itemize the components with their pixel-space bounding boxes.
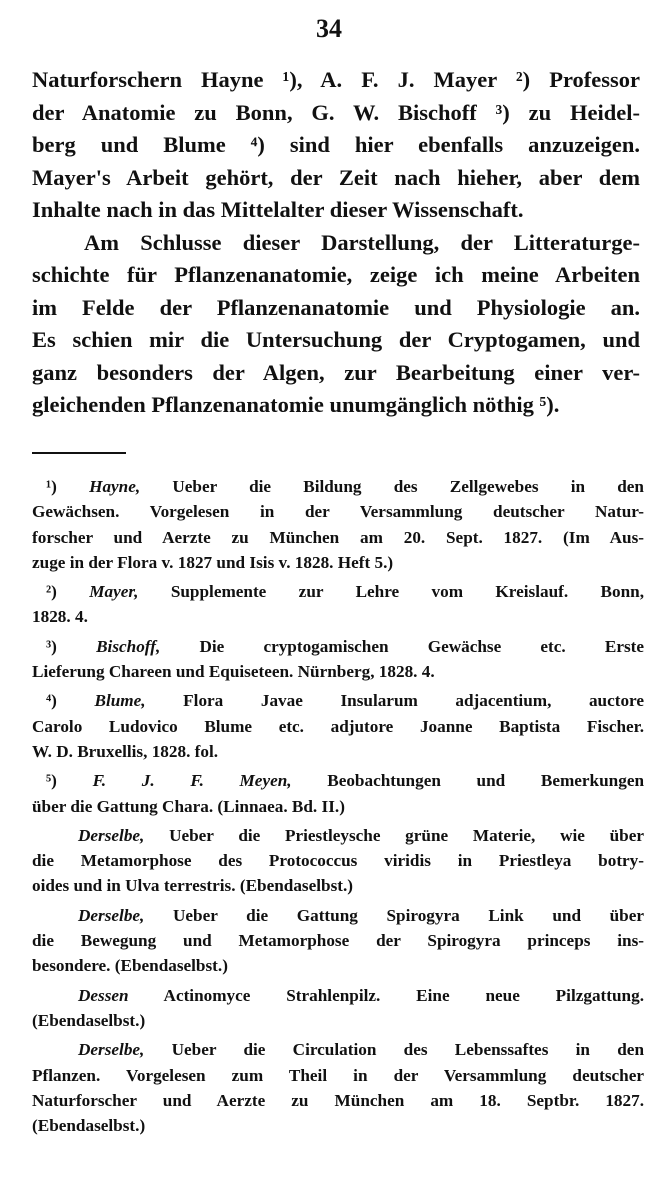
footnote-line: 1828. 4.: [32, 607, 88, 627]
footnote-text: Ueber die Bildung des Zellgewebes in den: [172, 477, 644, 496]
footnote: [32, 768, 644, 819]
footnote-marker: ⁴): [46, 691, 57, 711]
text-line: Mayer's Arbeit gehört, der Zeit nach hieher, aber dem: [32, 164, 640, 190]
footnote-line: (Ebendaselbst.): [32, 1010, 146, 1030]
footnote: [32, 983, 644, 1034]
footnote-text: Ueber die Priestleysche grüne Materie, wie über: [169, 825, 644, 845]
footnote-line: Carolo Ludovico Blume etc. adjutore Joanne Baptista Fischer.: [32, 716, 644, 736]
footnote-author: Blume,: [94, 691, 146, 711]
footnote: [32, 688, 644, 764]
footnote-first-line: [32, 634, 644, 659]
footnote-line: Lieferung Chareen und Equiseteen. Nürnberg, 1828. 4.: [32, 662, 435, 682]
footnote-first-line: [32, 1037, 644, 1062]
paragraph: [32, 64, 640, 227]
footnote-author: Mayer,: [89, 582, 139, 602]
footnote-line: besondere. (Ebendaselbst.): [32, 956, 228, 976]
footnotes: [32, 474, 644, 1142]
footnote-marker: ¹): [46, 477, 57, 496]
footnote-line: die Bewegung und Metamorphose der Spirogyra princeps ins-: [32, 931, 644, 951]
footnote-text: Actinomyce Strahlenpilz. Eine neue Pilzgattung.: [163, 985, 645, 1005]
footnote-line: zuge in der Flora v. 1827 und Isis v. 1828. Heft 5.): [32, 552, 394, 572]
footnote-line: forscher und Aerzte zu München am 20. Sept. 1827. (Im Aus-: [32, 527, 644, 547]
footnote-line: Gewächsen. Vorgelesen in der Versammlung deutscher Natur-: [32, 502, 644, 522]
text-line: Am Schlusse dieser Darstellung, der Litteraturge-: [84, 229, 640, 255]
text-line: ganz besonders der Algen, zur Bearbeitung einer ver-: [32, 359, 640, 385]
text-line: Es schien mir die Untersuchung der Cryptogamen, und: [32, 327, 640, 352]
footnote-author: Hayne,: [89, 477, 141, 496]
text-line: Inhalte nach in das Mittelalter dieser Wissenschaft.: [32, 197, 524, 222]
footnote-first-line: [32, 579, 644, 604]
footnote-first-line: [32, 474, 644, 499]
footnote: [32, 903, 644, 979]
footnote-author: Dessen: [78, 985, 129, 1005]
footnote-text: Ueber die Circulation des Lebenssaftes in den: [171, 1040, 644, 1060]
footnote: [32, 1037, 644, 1138]
footnote-author: Derselbe,: [78, 825, 145, 845]
page-number: 34: [316, 14, 342, 43]
footnote-text: Die cryptogamischen Gewächse etc. Erste: [199, 636, 645, 656]
text-line: schichte für Pflanzenanatomie, zeige ich meine Arbeiten: [32, 262, 640, 287]
text-line: gleichenden Pflanzenanatomie unumgänglich nöthig ⁵).: [32, 392, 560, 417]
footnote-first-line: [32, 823, 644, 848]
footnote-first-line: [32, 768, 644, 793]
footnote-line: Pflanzen. Vorgelesen zum Theil in der Versammlung deutscher: [32, 1065, 644, 1085]
footnote-marker: ²): [46, 582, 57, 602]
footnote: [32, 634, 644, 685]
text-line: Naturforschern Hayne ¹), A. F. J. Mayer ²) Professor: [32, 67, 640, 92]
footnote-author: Derselbe,: [78, 905, 145, 925]
footnote-text: Ueber die Gattung Spirogyra Link und über: [172, 905, 645, 925]
footnote-first-line: [32, 983, 644, 1008]
footnote: [32, 474, 644, 575]
footnote-first-line: [32, 688, 644, 713]
footnote-author: Derselbe,: [78, 1040, 145, 1060]
text-line: berg und Blume ⁴) sind hier ebenfalls anzuzeigen.: [32, 132, 640, 157]
footnote-text: Flora Javae Insularum adjacentium, auctore: [183, 691, 645, 711]
footnote-author: Bischoff,: [96, 636, 161, 656]
footnote-line: über die Gattung Chara. (Linnaea. Bd. II.): [32, 796, 345, 816]
footnote-line: die Metamorphose des Protococcus viridis in Priestleya botry-: [32, 851, 644, 871]
text-line: der Anatomie zu Bonn, G. W. Bischoff ³) zu Heidel-: [32, 99, 640, 125]
main-text: [32, 64, 640, 422]
footnote: [32, 579, 644, 630]
footnote-marker: ³): [46, 636, 57, 656]
footnote-author: F. J. F. Meyen,: [92, 771, 292, 791]
paragraph: [32, 227, 640, 422]
footnote-marker: ⁵): [46, 771, 57, 791]
footnote-line: oides und in Ulva terrestris. (Ebendaselbst.): [32, 876, 354, 896]
footnote-line: W. D. Bruxellis, 1828. fol.: [32, 741, 219, 761]
footnote-first-line: [32, 903, 644, 928]
footnote: [32, 823, 644, 899]
footnote-text: Supplemente zur Lehre vom Kreislauf. Bonn,: [170, 582, 644, 602]
footnote-text: Beobachtungen und Bemerkungen: [327, 771, 645, 791]
text-line: im Felde der Pflanzenanatomie und Physiologie an.: [32, 294, 640, 320]
footnote-line: Naturforscher und Aerzte zu München am 18. Septbr. 1827.: [32, 1090, 644, 1110]
footnote-separator: [32, 452, 126, 454]
footnote-line: (Ebendaselbst.): [32, 1116, 146, 1136]
